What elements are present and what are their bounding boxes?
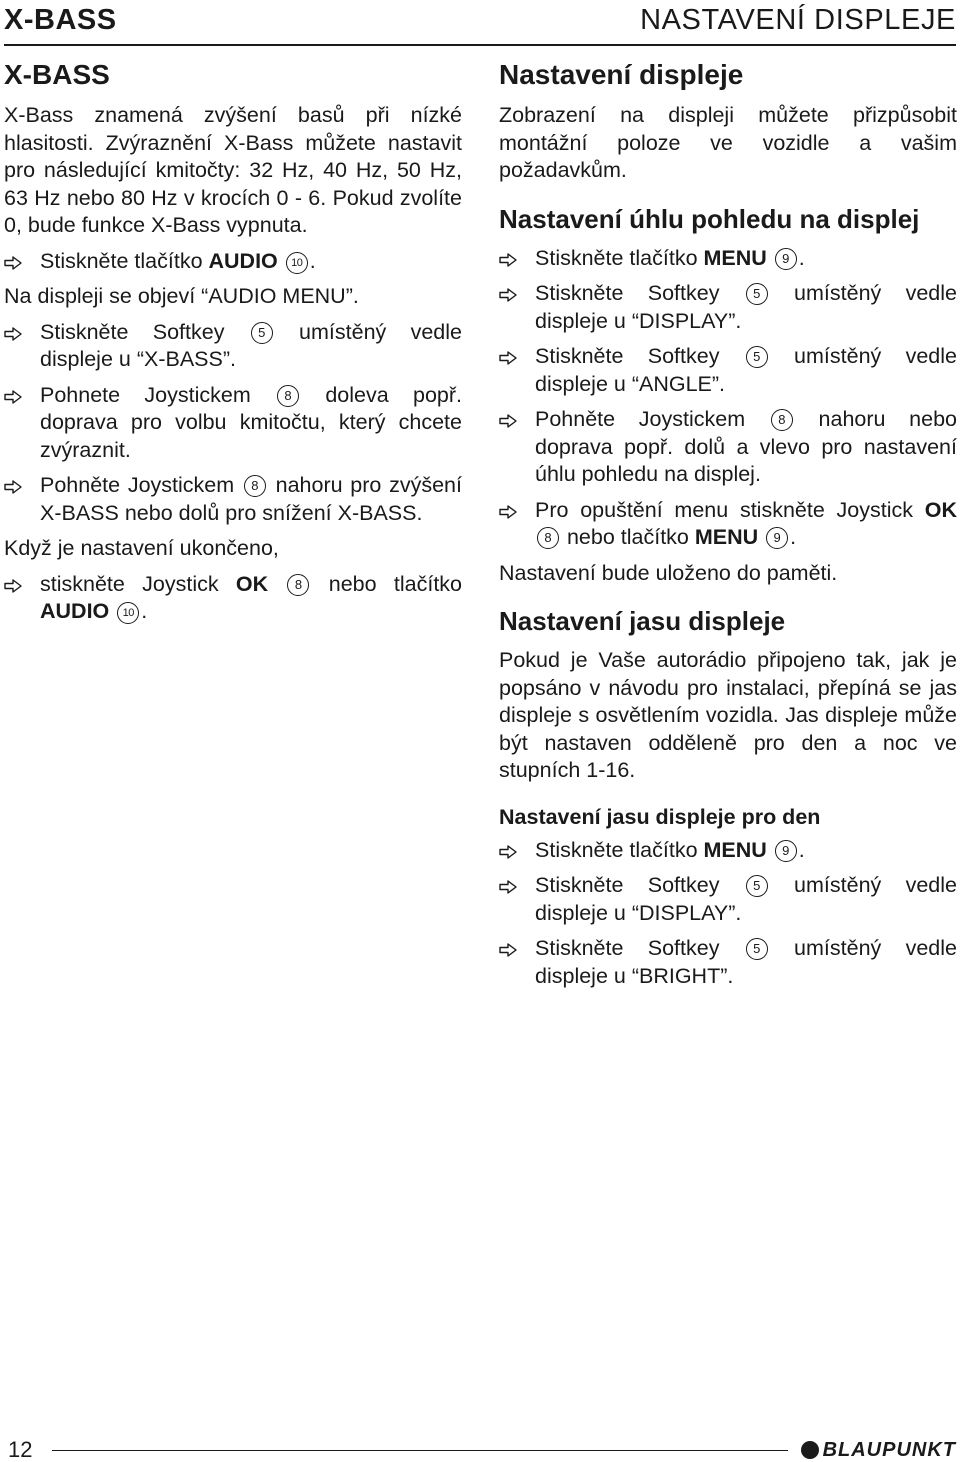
section-title-display: Nastavení displeje	[499, 59, 744, 90]
arrow-right-outline-icon	[4, 480, 22, 494]
section-title-xbass: X-BASS	[4, 59, 110, 90]
step-angle-press-menu: Stiskněte tlačítko MENU 9 .	[499, 245, 957, 273]
display-intro: Zobrazení na displeji můžete přizpůsobit montážní poloze ve vozidle a vašim požadavkům.	[499, 103, 957, 182]
step-angle-softkey-display: Stiskněte Softkey 5 umístěný vedle displeje u “DISPLAY”.	[499, 280, 957, 335]
arrow-right-outline-icon	[499, 943, 517, 957]
callout-number: 10	[117, 602, 139, 624]
step-angle-exit-menu: Pro opuštění menu stiskněte Joystick OK 8 nebo tlačítko MENU 9 .	[499, 497, 957, 552]
step-day-press-menu: Stiskněte tlačítko MENU 9 .	[499, 837, 957, 865]
callout-number: 9	[775, 248, 797, 270]
arrow-right-outline-icon	[4, 256, 22, 270]
arrow-right-outline-icon	[4, 579, 22, 593]
callout-number: 8	[537, 527, 559, 549]
note-when-done: Když je nastavení ukončeno,	[4, 536, 279, 560]
step-joystick-level: Pohněte Joystickem 8 nahoru pro zvýšení X-BASS nebo dolů pro snížení X-BASS.	[4, 472, 462, 527]
callout-number: 5	[746, 346, 768, 368]
step-press-audio: Stiskněte tlačítko AUDIO 10 .	[4, 248, 462, 276]
brand-name: BLAUPUNKT	[822, 1438, 956, 1461]
right-column	[499, 52, 957, 998]
callout-number: 8	[771, 409, 793, 431]
callout-number: 8	[244, 475, 266, 497]
step-day-softkey-display: Stiskněte Softkey 5 umístěný vedle displeje u “DISPLAY”.	[499, 872, 957, 927]
callout-number: 5	[251, 322, 273, 344]
step-confirm-ok: stiskněte Joystick OK 8 nebo tlačítko AUDIO 10 .	[4, 571, 462, 626]
arrow-right-outline-icon	[499, 414, 517, 428]
callout-number: 10	[286, 252, 308, 274]
callout-number: 9	[766, 527, 788, 549]
arrow-right-outline-icon	[4, 390, 22, 404]
brightness-intro: Pokud je Vaše autorádio připojeno tak, jak je popsáno v návodu pro instalaci, přepíná se jas displeje s osvětlením vozidla. Jas displeje může být nastaven odděleně pro den a noc ve stupních 1-16.	[499, 648, 957, 782]
footer-divider	[52, 1450, 788, 1451]
blaupunkt-logo	[801, 1438, 956, 1462]
header-right-title: NASTAVENÍ DISPLEJE	[640, 4, 956, 36]
arrow-right-outline-icon	[499, 288, 517, 302]
arrow-right-outline-icon	[499, 845, 517, 859]
step-joystick-frequency: Pohnete Joystickem 8 doleva popř. doprava pro volbu kmitočtu, který chcete zvýraznit.	[4, 382, 462, 465]
blaupunkt-dot-logo-icon	[801, 1441, 819, 1459]
step-softkey-xbass: Stiskněte Softkey 5 umístěný vedle displeje u “X-BASS”.	[4, 319, 462, 374]
arrow-right-outline-icon	[499, 505, 517, 519]
left-column	[4, 52, 462, 634]
step-day-softkey-bright: Stiskněte Softkey 5 umístěný vedle displeje u “BRIGHT”.	[499, 935, 957, 990]
heading-brightness-day: Nastavení jasu displeje pro den	[499, 804, 821, 829]
note-saved: Nastavení bude uloženo do paměti.	[499, 560, 838, 585]
step-angle-softkey-angle: Stiskněte Softkey 5 umístěný vedle displeje u “ANGLE”.	[499, 343, 957, 398]
callout-number: 5	[746, 875, 768, 897]
note-audio-menu: Na displeji se objeví “AUDIO MENU”.	[4, 284, 359, 308]
page-number: 12	[8, 1437, 33, 1462]
callout-number: 5	[746, 938, 768, 960]
arrow-right-outline-icon	[4, 327, 22, 341]
heading-brightness: Nastavení jasu displeje	[499, 606, 786, 636]
header-left-title: X-BASS	[4, 4, 117, 36]
callout-number: 5	[746, 283, 768, 305]
page-footer	[4, 1438, 956, 1462]
xbass-intro: X-Bass znamená zvýšení basů při nízké hlasitosti. Zvýraznění X-Bass můžete nastavit pro následující kmitočty: 32 Hz, 40 Hz, 50 Hz, 63 Hz nebo 80 Hz v krocích 0 - 6. Pokud zvolíte 0, bude funkce X-Bass vypnuta.	[4, 103, 462, 237]
page-header	[4, 0, 956, 46]
callout-number: 8	[287, 574, 309, 596]
arrow-right-outline-icon	[499, 880, 517, 894]
arrow-right-outline-icon	[499, 351, 517, 365]
arrow-right-outline-icon	[499, 253, 517, 267]
heading-viewing-angle: Nastavení úhlu pohledu na displej	[499, 203, 920, 234]
step-angle-joystick: Pohněte Joystickem 8 nahoru nebo doprava popř. dolů a vlevo pro nastavení úhlu pohledu na displej.	[499, 406, 957, 489]
callout-number: 9	[775, 840, 797, 862]
callout-number: 8	[277, 385, 299, 407]
